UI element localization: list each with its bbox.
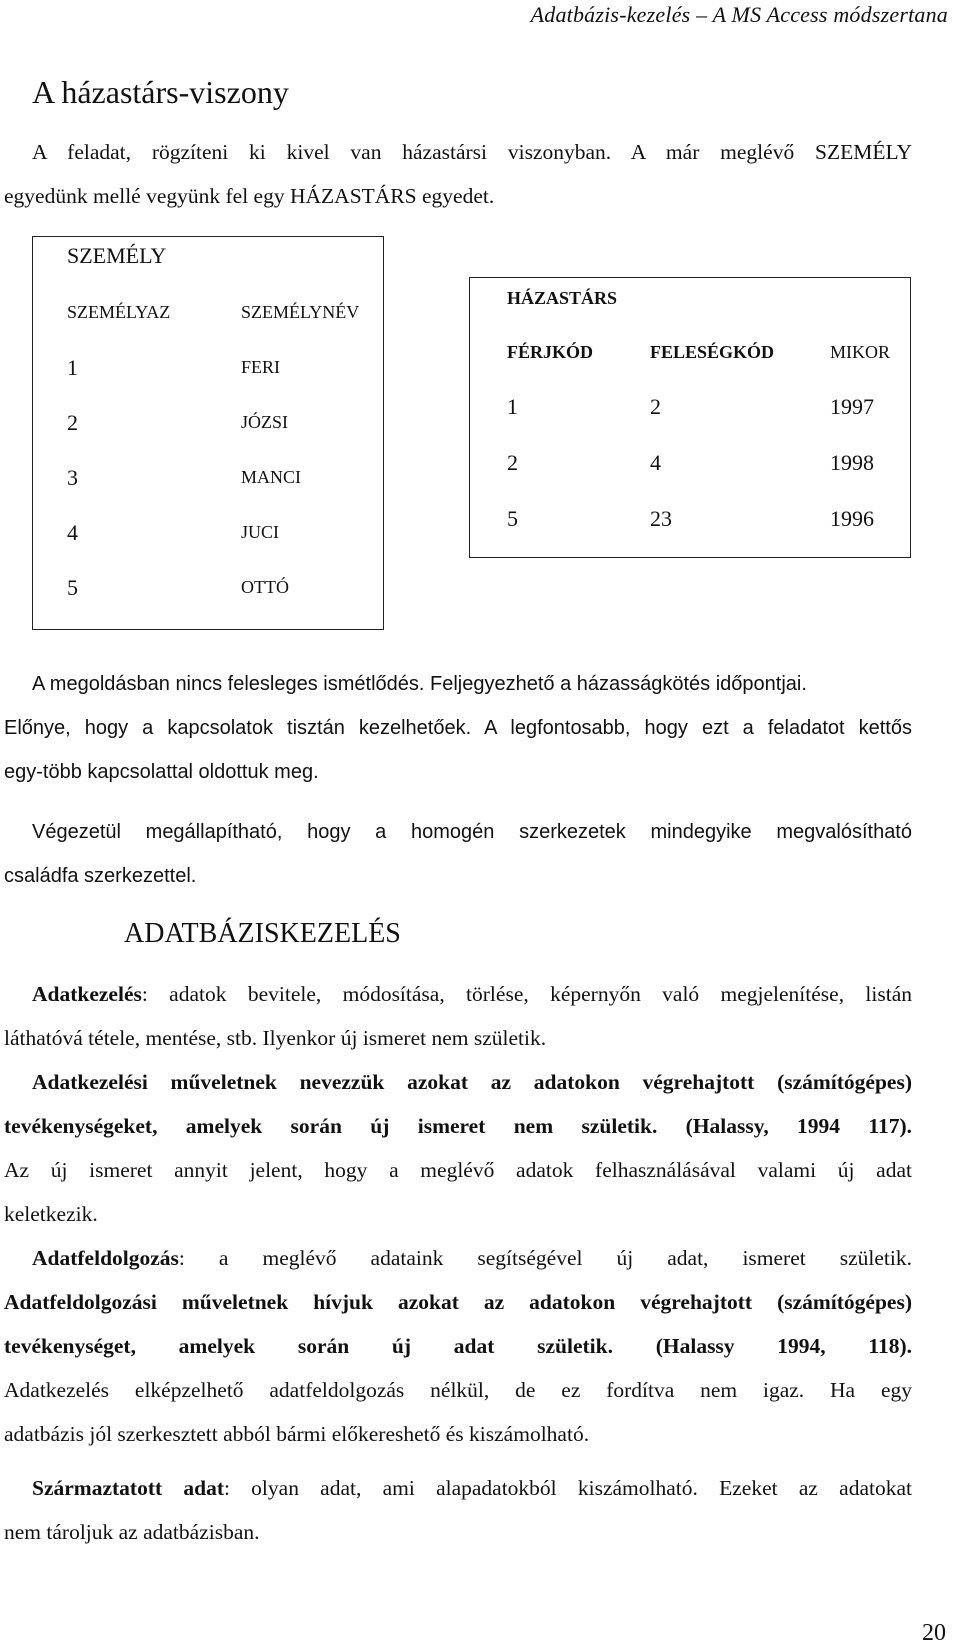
sans-line-1: A megoldásban nincs felesleges ismétlődés. Feljegyezhető a házasságkötés időpontjai.: [32, 673, 807, 695]
p2-line-2: tevékenységeket, amelyek során új ismeret nem születik. (Halassy, 1994 117).: [4, 1114, 912, 1138]
col-header-szemelyaz: SZEMÉLYAZ: [67, 302, 171, 322]
summary-line-1: Végezetül megállapítható, hogy a homogén szerkezetek mindegyike megvalósítható: [32, 821, 912, 843]
p3-line-1: [32, 1236, 912, 1280]
term-szarmaztatott-adat: Származtatott adat: [32, 1476, 224, 1500]
table-cell: 4: [650, 450, 661, 475]
table-cell: JUCI: [241, 522, 280, 542]
col-header-ferjkod: FÉRJKÓD: [507, 342, 594, 362]
section-title: A házastárs-viszony: [32, 74, 289, 110]
p2-line-1: Adatkezelési műveletnek nevezzük azokat az adatokon végrehajtott (számítógépes): [32, 1070, 912, 1094]
page-number: 20: [922, 1620, 946, 1646]
table-cell: JÓZSI: [241, 412, 289, 432]
hazastars-table: [469, 277, 911, 558]
p5-line-2: nem tároljuk az adatbázisban.: [4, 1520, 260, 1544]
p2-line-3: Az új ismeret annyit jelent, hogy a meglévő adatok felhasználásával valami új adat: [4, 1158, 912, 1182]
p5-line-1: [32, 1466, 912, 1510]
sans-line-2: Előnye, hogy a kapcsolatok tisztán kezelhetőek. A legfontosabb, hogy ezt a feladatot kettős: [4, 717, 912, 739]
p4-line-4: adatbázis jól szerkesztett abból bármi előkereshető és kiszámolható.: [4, 1422, 590, 1446]
table-cell: 1996: [830, 506, 874, 531]
term-adatfeldolgozas: Adatfeldolgozás: [32, 1246, 179, 1270]
running-header: Adatbázis-kezelés – A MS Access módszertana: [530, 2, 948, 27]
szemely-table-title: SZEMÉLY: [67, 243, 167, 268]
table-cell: 2: [507, 450, 518, 475]
table-cell: 5: [507, 506, 518, 531]
table-cell: 3: [67, 465, 78, 490]
col-header-mikor: MIKOR: [830, 342, 891, 362]
table-cell: OTTÓ: [241, 577, 289, 597]
intro-line-2: egyedünk mellé vegyünk fel egy HÁZASTÁRS egyedet.: [4, 184, 495, 208]
p3-text: : a meglévő adataink segítségével új adat, ismeret születik.: [178, 1246, 912, 1270]
table-cell: 1: [67, 355, 78, 380]
intro-line-1: A feladat, rögzíteni ki kivel van házastársi viszonyban. A már meglévő SZEMÉLY: [32, 140, 912, 164]
p1-line-2: láthatóvá tétele, mentése, stb. Ilyenkor új ismeret nem születik.: [4, 1026, 547, 1050]
table-cell: 1998: [830, 450, 874, 475]
summary-line-2: családfa szerkezettel.: [4, 865, 197, 887]
p4-line-2: tevékenységet, amelyek során új adat születik. (Halassy 1994, 118).: [4, 1334, 912, 1358]
table-cell: 5: [67, 575, 78, 600]
col-header-feleseg: FELESÉGKÓD: [650, 342, 775, 362]
p2-line-4: keletkezik.: [4, 1202, 98, 1226]
p5-text: : olyan adat, ami alapadatokból kiszámolható. Ezeket az adatokat: [223, 1476, 912, 1500]
section2-title: ADATBÁZISKEZELÉS: [124, 918, 401, 949]
table-cell: 23: [650, 506, 672, 531]
table-cell: 1997: [830, 394, 874, 419]
p1-text: : adatok bevitele, módosítása, törlése, képernyőn való megjelenítése, listán: [141, 982, 912, 1006]
term-adatkezeles: Adatkezelés: [32, 982, 142, 1006]
table-cell: 4: [67, 520, 78, 545]
p4-line-1: Adatfeldolgozási műveletnek hívjuk azokat az adatokon végrehajtott (számítógépes): [4, 1290, 912, 1314]
table-cell: 2: [67, 410, 78, 435]
hazastars-table-title: HÁZASTÁRS: [507, 288, 618, 308]
col-header-szemelynev: SZEMÉLYNÉV: [241, 302, 360, 322]
table-cell: MANCI: [241, 467, 302, 487]
szemely-table: [32, 236, 384, 630]
table-cell: 1: [507, 394, 518, 419]
p4-line-3: Adatkezelés elképzelhető adatfeldolgozás nélkül, de ez fordítva nem igaz. Ha egy: [4, 1378, 912, 1402]
sans-line-3: egy-több kapcsolattal oldottuk meg.: [4, 761, 319, 783]
p1-line-1: [32, 972, 912, 1016]
table-cell: FERI: [241, 357, 281, 377]
table-cell: 2: [650, 394, 661, 419]
